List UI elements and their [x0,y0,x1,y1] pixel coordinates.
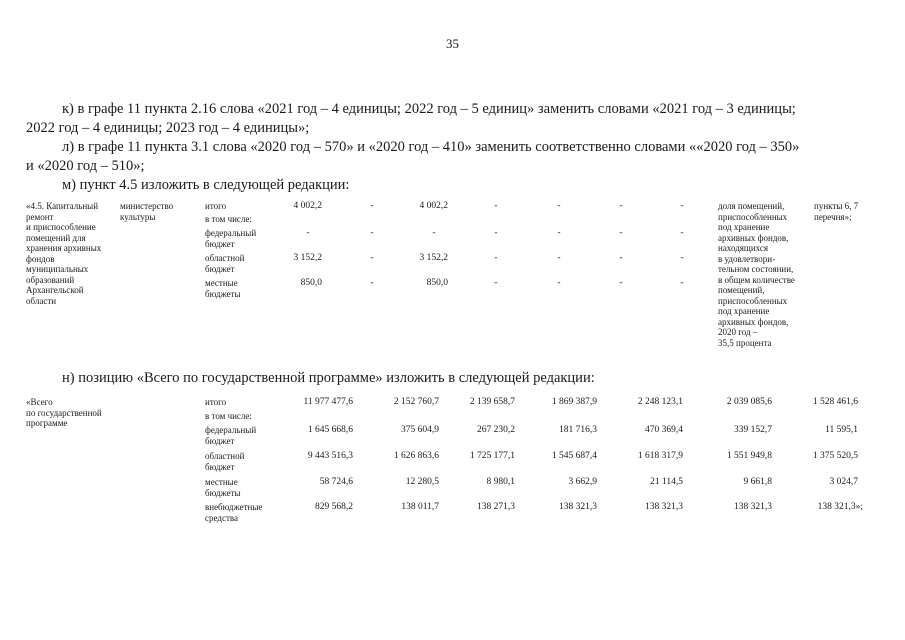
table1-cell: 4 002,2 [293,201,322,211]
table2-cell: 339 152,7 [734,425,772,435]
table1-name-cell [26,201,101,306]
indicator-line: приспособленных [718,211,788,222]
table1-row-label-line: бюджет [205,238,235,249]
table2-row-label-line: бюджет [205,435,235,446]
table2-cell: 1 528 461,6 [812,397,858,407]
table1-row-label-line: федеральный [205,228,257,238]
table1-cell: 850,0 [426,278,448,288]
table2-cell: 138 321,3 [559,502,597,512]
table1-row-label-line: областной [205,253,245,263]
table1-name-line: и приспособление [26,222,96,232]
table1-cell: - [557,201,561,211]
table1-cell: - [370,253,374,263]
table1-executor-cell [120,201,173,222]
table2-cell: 1 618 317,9 [637,451,683,461]
table1-row-label [205,278,241,299]
table2-row-label [205,477,241,498]
table1-cell: - [306,228,310,238]
table2-cell: 2 152 760,7 [393,397,439,407]
table1-row-label: в том числе: [205,214,252,224]
table2-row-label-line: местные [205,477,238,487]
table1-cell: - [557,253,561,263]
table2-cell: 2 248 123,1 [637,397,683,407]
table1-cell: - [557,228,561,238]
table1-cell: 850,0 [300,278,322,288]
indicator-line: 2020 год – [718,327,758,337]
paragraph-m: м) пункт 4.5 изложить в следующей редакции: [62,177,350,193]
table1-executor-line: министерство [120,201,174,211]
table2-row-label-line: внебюджетные [205,502,263,512]
table1-cell: - [680,278,684,288]
table2-row-label-line: бюджеты [205,487,241,498]
table1-cell: - [619,201,623,211]
paragraph-l-line2: и «2020 год – 510»; [26,158,145,174]
table1-executor-line: культуры [120,211,156,222]
table1-cell: - [494,278,498,288]
table2-cell: 2 039 085,6 [726,397,772,407]
table1-cell: - [619,228,623,238]
table1-name-line: муниципальных [26,264,89,274]
table1-cell: - [680,253,684,263]
indicator-line: под хранение [718,222,770,232]
table2-row-label: итого [205,397,227,407]
indicator-line: архивных фондов, [718,232,789,243]
table1-row-label-line: бюджеты [205,288,241,299]
paragraph-k-line2: 2022 год – 4 единицы; 2023 год – 4 единицы»; [26,120,310,136]
table1-cell: - [432,228,436,238]
table2-cell: 11 595,1 [825,425,858,435]
table2-cell: 9 443 516,3 [307,451,353,461]
table2-row-label [205,451,244,472]
table2-cell: 138 321,3»; [817,502,863,512]
paragraph-l-line1: л) в графе 11 пункта 3.1 слова «2020 год – 570» и «2020 год – 410» заменить соответственно словами ««2020 год – 350» [62,139,800,155]
table1-reference-cell [814,201,858,222]
table2-cell: 138 321,3 [734,502,772,512]
table2-cell: 11 977 477,6 [303,397,353,407]
indicator-line: архивных фондов, [718,316,789,327]
indicator-line: находящихся [718,243,769,253]
table2-cell: 829 568,2 [315,502,353,512]
table2-cell: 1 725 177,1 [469,451,515,461]
table2-cell: 12 280,5 [405,477,439,487]
table1-cell: - [494,228,498,238]
table1-name-line: Архангельской [26,285,84,295]
table2-cell: 181 716,3 [559,425,597,435]
table2-name-line: по государственной [26,407,102,418]
table2-cell: 138 011,7 [401,502,439,512]
indicator-line: в удовлетвори- [718,253,776,264]
table1-name-line: фондов [26,253,55,264]
page-number: 35 [446,36,459,51]
paragraph-n: н) позицию «Всего по государственной программе» изложить в следующей редакции: [62,370,595,386]
table1-cell: - [494,201,498,211]
table2-row-label [205,502,262,523]
table1-row-label [205,228,256,249]
table2-cell: 58 724,6 [319,477,353,487]
table1-cell: 3 152,2 [419,253,448,263]
indicator-line: помещений, [718,285,765,295]
paragraph-k-line1: к) в графе 11 пункта 2.16 слова «2021 год – 4 единицы; 2022 год – 5 единиц» заменить словами «2021 год – 3 единицы; [62,101,796,117]
indicator-line: доля помещений, [718,201,785,211]
table1-cell: - [619,253,623,263]
table1-cell: - [619,278,623,288]
table2-row-label: в том числе: [205,411,252,421]
table2-cell: 138 321,3 [645,502,683,512]
table1-cell: - [370,201,374,211]
table2-cell: 1 545 687,4 [551,451,597,461]
indicator-line: в общем количестве [718,274,795,285]
table1-cell: - [370,228,374,238]
table1-name-line: образований [26,274,75,285]
table2-cell: 3 662,9 [568,477,597,487]
table2-cell: 8 980,1 [486,477,515,487]
table2-name-line: «Всего [26,397,53,407]
table1-cell: 4 002,2 [419,201,448,211]
table1-name-line: области [26,295,57,306]
table2-name-line: программе [26,418,68,428]
table2-cell: 375 604,9 [401,425,439,435]
table2-row-label-line: федеральный [205,425,257,435]
table1-cell: - [680,201,684,211]
indicator-line: под хранение [718,306,770,316]
table1-cell: - [680,228,684,238]
table2-cell: 1 869 387,9 [551,397,597,407]
reference-line: перечня»; [814,211,852,222]
table2-cell: 1 375 520,5 [812,451,858,461]
table1-cell: - [494,253,498,263]
indicator-line: приспособленных [718,295,788,306]
table2-name-cell [26,397,102,429]
table1-cell: - [370,278,374,288]
table1-row-label [205,253,244,274]
table2-cell: 2 139 658,7 [469,397,515,407]
table2-cell: 9 661,8 [743,477,772,487]
table1-name-line: ремонт [26,211,54,222]
table2-cell: 267 230,2 [477,425,515,435]
table2-cell: 138 271,3 [477,502,515,512]
table2-cell: 1 626 863,6 [393,451,439,461]
table2-row-label-line: бюджет [205,461,235,472]
table2-row-label-line: областной [205,451,245,461]
table2-cell: 1 551 949,8 [726,451,772,461]
table1-name-line: «4.5. Капитальный [26,201,99,211]
table1-indicator-cell [718,201,795,348]
table1-row-label-line: бюджет [205,263,235,274]
table2-cell: 1 645 668,6 [307,425,353,435]
table2-row-label-line: средства [205,512,239,523]
table1-cell: 3 152,2 [293,253,322,263]
table1-cell: - [557,278,561,288]
table2-row-label [205,425,256,446]
table2-cell: 470 369,4 [645,425,683,435]
table1-name-line: хранения архивных [26,243,102,253]
table1-name-line: помещений для [26,232,86,243]
reference-line: пункты 6, 7 [814,201,859,211]
table1-row-label: итого [205,201,227,211]
table1-row-label-line: местные [205,278,238,288]
table2-cell: 3 024,7 [829,477,858,487]
table2-cell: 21 114,5 [650,477,683,487]
indicator-line: 35,5 процента [718,337,772,348]
indicator-line: тельном состоянии, [718,264,794,274]
